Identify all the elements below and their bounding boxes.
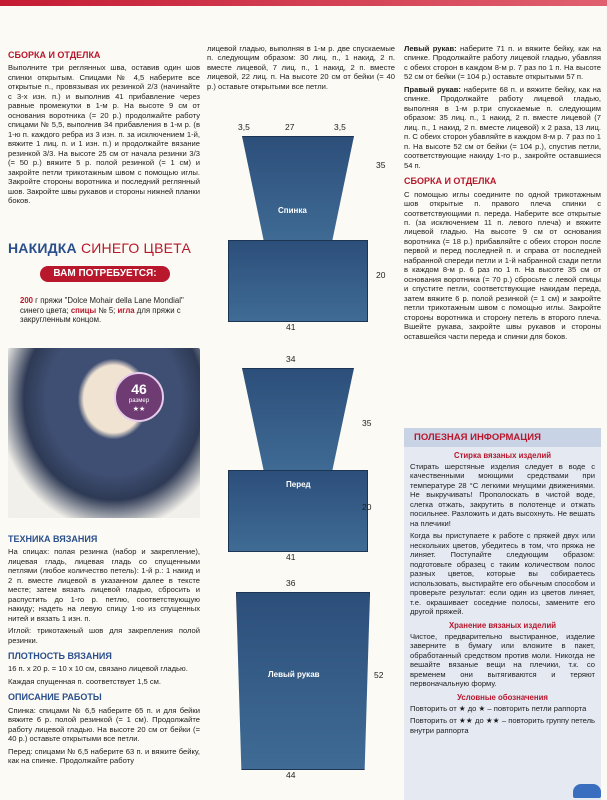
info-storage-text: Чистое, предварительно выстиранное, изделие заверните в бумагу или вложите в пакет, обработанный средством против моли. Никогда не вешайте вязаные вещи на плечики, т.к. со временем они вытягиваются и теряют первоначальную форму. — [410, 631, 595, 689]
yarn-text-2: № 5; — [96, 305, 118, 315]
sleeve-shape — [236, 592, 370, 770]
title-accent: СИНЕГО ЦВЕТА — [80, 240, 192, 256]
yarn-text-1: г пряжи "Dolce Mohair della Lane Mondial" синего цвета; — [20, 296, 184, 315]
useful-info-box — [404, 428, 601, 800]
description-heading: ОПИСАНИЕ РАБОТЫ — [8, 692, 102, 703]
info-symbol-1: Повторить от ★ до ★ – повторить петли раппорта — [410, 703, 587, 713]
back-dim-top-left: 3,5 — [238, 122, 250, 132]
sleeve-dim-top: 36 — [286, 578, 296, 588]
info-storage-heading: Хранение вязаных изделий — [448, 620, 557, 630]
left-sleeve-label: Левый рукав: — [404, 44, 457, 53]
yarn-qty: 200 — [20, 296, 34, 305]
corner-logo — [573, 784, 601, 798]
info-symbols-heading: Условные обозначения — [457, 692, 548, 702]
diagram-sleeve — [210, 578, 400, 800]
front-dim-bottom: 41 — [286, 552, 296, 562]
right-sleeve-label: Правый рукав: — [404, 84, 461, 94]
back-dim-h1: 35 — [376, 160, 386, 170]
back-dim-bottom: 41 — [286, 322, 296, 332]
info-symbol-2: Повторить от ★★ до ★★ – повторить группу петель внутри раппорта — [410, 716, 595, 735]
size-label: размер — [128, 398, 150, 404]
front-upper-shape — [242, 368, 354, 474]
info-colors-text: Когда вы приступаете к работе с пряжей двух или нескольких цветов, убедитесь в том, что пряжа не линяет. Поступайте следующим образом: подготовьте образец с таким количеством полос разных цветов, которые вы собираетесь использовать, выстирайте его обычным способом и проверьте результат: если один из цветов линяет, т.е. окрашивает соседние полосы, замените его другой пряжей. — [410, 531, 595, 617]
density-text-1: 16 п. х 20 р. = 10 х 10 см, связано лицевой гладью. — [8, 664, 188, 674]
needles-word: спицы — [70, 305, 97, 315]
assembly-text: Выполните три реглянных шва, оставив один шов спинки открытым. Спицами № 4,5 наберите все открытые п., провязывая их резинкой 2/3 (начинайте с 3-х изн. п.) и выполнив 41 прибавление через равные промежутки в 1-м р. На высоте 9 см от основания воротника (= 20 р.) продолжайте работу спицами № 5,5, выполнив 34 прибавления в 1-м р. (в 1-ю п. каждого ребра из 3 изн. п. за исключением 1-й, вяжите 1 лиц. п. и 1 изн. п.) и продолжайте вязание резинкой 3/3. На высоте 25 см от начала резинки 3/3 (= 50 р.) вяжите 5 р. полой резинкой (= 1 см) и закройте петли трикотажным швом с помощью иглы. Закройте стороны воротника и последний реглянный шов. Закройте швы рукавов и стороны нижней планки боков. — [8, 63, 200, 206]
back-dim-top-mid: 27 — [285, 122, 295, 132]
back-lower-shape — [228, 240, 368, 322]
diagram-back — [210, 122, 400, 332]
column-middle-text — [207, 44, 395, 94]
left-sleeve-body: наберите 71 п. и вяжите бейку, как на спинке. Продолжайте работу лицевой гладью, убавляя с обеих сторон в каждом 8-м р. 7 раз по 1 п. На высоте 52 см от бейки (= 104 р.) оставьте открытыми 57 п. — [404, 44, 602, 82]
info-washing-body — [404, 462, 601, 617]
description-front: Перед: спицами № 6,5 наберите 63 п. и вяжите бейку, как на спинке. Продолжайте работу — [8, 746, 200, 765]
size-number: 46 — [131, 381, 147, 397]
right-sleeve-text — [404, 85, 601, 170]
model-photo — [8, 348, 200, 518]
sleeve-dim-bottom: 44 — [286, 770, 296, 780]
column-right — [404, 44, 601, 344]
sleeve-dim-h: 52 — [374, 670, 384, 680]
back-label: Спинка — [278, 206, 307, 215]
front-dim-top: 34 — [286, 354, 296, 364]
yarn-text-3: для пряжи с закругленным концом. — [20, 305, 181, 325]
description-back: Спинка: спицами № 6,5 наберите 65 п. и для бейки вяжите 6 р. полой резинкой (= 1 см). Продолжайте работу лицевой гладью. На высоте 20 см от бейки (= 40 р.) оставьте открытыми все петли. — [8, 705, 200, 744]
info-washing-heading: Стирка вязаных изделий — [453, 451, 552, 460]
info-title: ПОЛЕЗНАЯ ИНФОРМАЦИЯ — [404, 428, 601, 447]
middle-text: лицевой гладью, выполняя в 1-м р. две спускаемые п. следующим образом: 30 лиц. п., 1 накид, 2 п. вместе лицевой, 7 лиц. п., 1 накид, 2 п. вместе лицевой, 22 лиц. п. На высоте 20 см от бейки (= 40 р.) оставьте открытыми все петли. — [207, 44, 395, 91]
difficulty-stars: ★★ — [132, 406, 146, 413]
materials-banner: ВАМ ПОТРЕБУЕТСЯ: — [40, 266, 170, 282]
back-dim-top-right: 3,5 — [334, 122, 346, 132]
left-sleeve-text — [404, 44, 601, 82]
density-heading: ПЛОТНОСТЬ ВЯЗАНИЯ — [8, 651, 112, 662]
pattern-title — [8, 240, 200, 256]
sleeve-label: Левый рукав — [268, 670, 320, 679]
info-storage-body — [404, 632, 601, 689]
technique-needle-text: Иглой: трикотажный шов для закрепления полой резинки. — [8, 626, 200, 645]
assembly-heading: СБОРКА И ОТДЕЛКА — [8, 50, 101, 60]
top-color-bar — [0, 0, 607, 6]
front-dim-h2: 20 — [362, 502, 372, 512]
technique-heading: ТЕХНИКА ВЯЗАНИЯ — [8, 534, 98, 544]
size-badge — [114, 372, 164, 422]
assembly-heading-2: СБОРКА И ОТДЕЛКА — [404, 176, 497, 187]
assembly-text-2: С помощью иглы соедините по одной трикотажным шов открытые п. правого плеча спинки с соответствующими п. переда. Наберите все открытые п. (за исключением 11 п. левого плеча) и вяжите лицевой гладью. На высоте 9 см от основания воротника (= 18 р.) прибавляйте с обеих сторон после первой и перед последней п. и справа от последней набранной спереди петли и 1-й набранной сзади петли в каждом 8-м р. 6 раз по 1 п. На высоте 35 см от основания воротника (= 70 р.) сбросьте с левой спицы и спустите петли, соответствующие накидам переда, затем вяжите 6 р. полой резинкой (= 1 см) и закройте петли трикотажным швом с помощью иглы. Закройте стороны воротника и сторону петель в второго плеча. Вшейте рукава, закройте швы рукавов и стороны оставшейся части переда и спинки для боков. — [404, 189, 601, 341]
info-symbols-body — [404, 704, 601, 735]
materials-text — [20, 296, 200, 325]
density-text-2: Каждая спущенная п. соответствует 1,5 см. — [8, 676, 162, 686]
diagram-front — [210, 354, 400, 564]
needle-tool-word: игла — [117, 305, 135, 315]
back-upper-shape — [242, 136, 354, 244]
right-sleeve-body: наберите 68 п. и вяжите бейку, как на спинке. Продолжайте работу лицевой гладью, выполняя в 1-м р.три спускаемые п. следующим образом: 35 лиц. п., 1 накид, 2 п. вместе лицевой (7 лиц. п., 1 накид, 2 п. вместе лицевой) х 2 раза, 13 лиц. п. С обеих сторон убавляйте в каждом 8-м р. 7 раз по 1 п. На высоте 52 см от бейки (= 104 р.), спустив петли, соответствующие накиду 1-го р., закройте оставшиеся 54 п. — [404, 84, 601, 170]
technique-text: На спицах: полая резинка (набор и закрепление), лицевая гладь, лицевая гладь со спущенными петлями (любое количество петель): 1-й р.: 1 накид и 2 п. вместе лицевой в указанном далее в тексте месте; затем вязать лицевой гладью, сбросить и распустить до 1-го р. петлю, соответствующую накиду; надеть на левую спицу 1-ю из спущенных нитей и вязать 1 изн. п. — [8, 547, 200, 623]
column-left-top — [8, 44, 200, 209]
info-washing-text: Стирать шерстяные изделия следует в воде с качественными моющими средствами при температуре 28 °С легкими мнущими движениями. Не выкручивать! Прополоскать в чистой воде, слегка отжать, закрутить в полотенце и отжать посильнее. Разложить и дать высохнуть. Не вешать на плечики! — [410, 462, 595, 528]
technique-section — [8, 528, 200, 768]
back-dim-h2: 20 — [376, 270, 386, 280]
front-dim-h1: 35 — [362, 418, 372, 428]
front-label: Перед — [286, 480, 311, 489]
title-main: НАКИДКА — [8, 240, 77, 256]
